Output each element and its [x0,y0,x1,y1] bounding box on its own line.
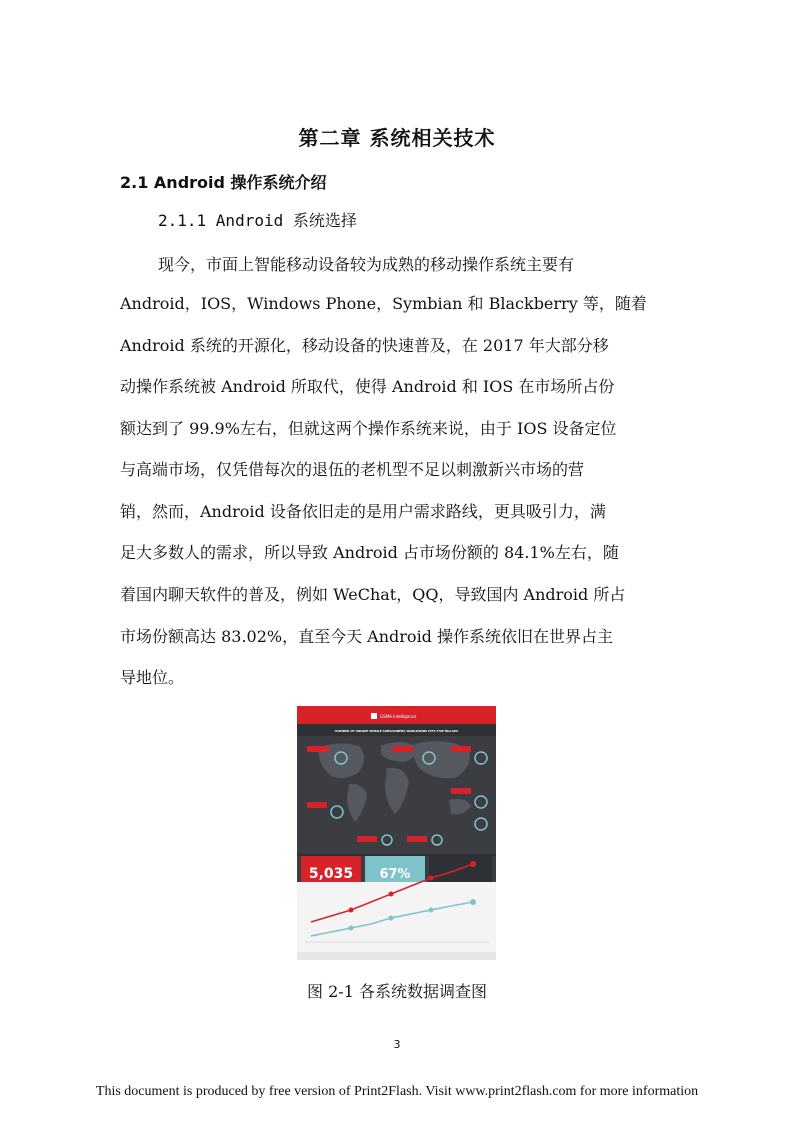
footer-notice: This document is produced by free version of Print2Flash. Visit www.print2flash.com for more information [95,1084,699,1099]
paragraph-line: 动操作系统被 Android 所取代，使得 Android 和 IOS 在市场所占份 [120,377,615,396]
stats-divider [297,854,496,856]
chapter-title: 第二章 系统相关技术 [298,126,496,150]
infographic-brand: GSMA Intelligence [380,714,417,719]
paragraph-line: 销，然而，Android 设备依旧走的是用户需求路线，更具吸引力，满 [120,502,606,521]
subsection-title: 2.1.1 Android 系统选择 [158,211,357,230]
paragraph-line: 足大多数人的需求，所以导致 Android 占市场份额的 84.1%左右，随 [120,543,619,562]
brand-logo-icon [371,713,377,719]
paragraph-line: 导地位。 [120,668,185,687]
infographic-footer-strip [297,952,496,960]
section-title: 2.1 Android 操作系统介绍 [120,173,327,192]
paragraph-line: 与高端市场，仅凭借每次的退伍的老机型不足以刺激新兴市场的营 [120,460,585,479]
paragraph-line: Android，IOS，Windows Phone，Symbian 和 Blackberry 等，随着 [120,294,647,313]
world-map-icon [319,741,471,822]
paragraph-line: 着国内聊天软件的普及，例如 WeChat，QQ，导致国内 Android 所占 [120,585,626,604]
paragraph-line: Android 系统的开源化，移动设备的快速普及，在 2017 年大部分移 [120,336,609,355]
infographic-graphic [297,706,496,960]
infographic-headline: NUMBER OF UNIQUE MOBILE SUBSCRIBERS WORLDWIDE HITS FIVE BILLION [335,729,458,733]
paragraph-line: 市场份额高达 83.02%，直至今天 Android 操作系统依旧在世界占主 [120,627,614,646]
paragraph-line: 额达到了 99.9%左右，但就这两个操作系统来说，由于 IOS 设备定位 [120,419,617,438]
growth-chart-panel [297,882,496,960]
figure-caption: 图 2-1 各系统数据调查图 [307,982,487,1001]
infographic-figure [297,706,496,960]
page-number: 3 [393,1038,401,1051]
paragraph-line: 现今，市面上智能移动设备较为成熟的移动操作系统主要有 [158,255,575,274]
stat-mid-value: 67% [379,867,411,882]
stat-left-value: 5,035 [308,866,354,882]
